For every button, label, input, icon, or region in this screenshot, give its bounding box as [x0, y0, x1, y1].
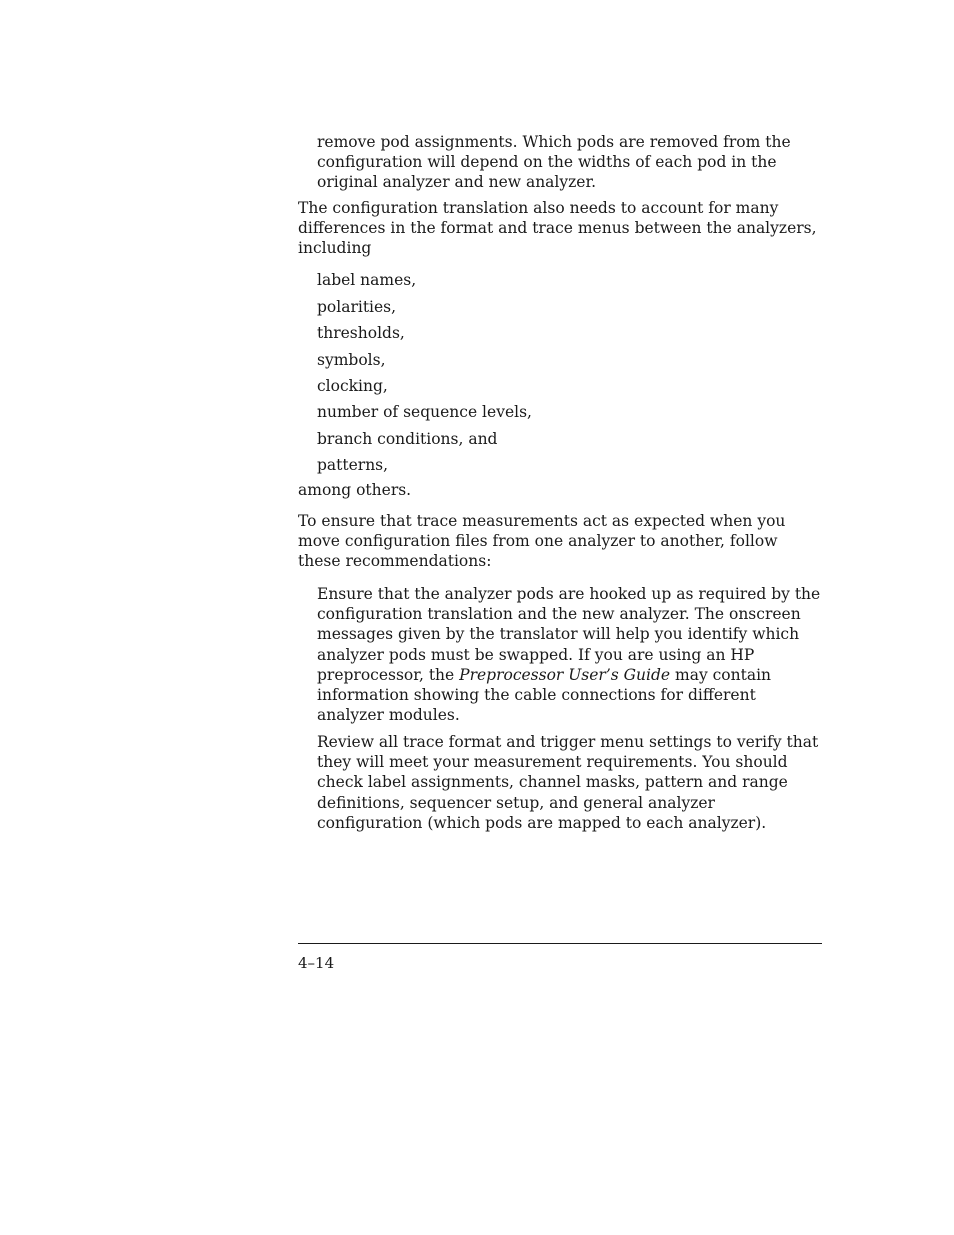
recommendation-pods-text: Ensure that the analyzer pods are hooked up as required by the configuration translation and the new analyzer. The onscreen messages given by the translator will help you identify which analyzer pods must be swapped. If you are using an HP preprocessor, the [317, 585, 821, 684]
intro-paragraph: The configuration translation also needs to account for many differences in the format and trace menus between the analyzers, including [298, 199, 817, 258]
preprocessor-guide-title: Preprocessor User’s Guide [459, 665, 671, 684]
list-item: label names, [317, 271, 417, 289]
recommendation-pods-text-end: may contain information showing the cable connections for different analyzer modules. [317, 665, 772, 725]
list-item: thresholds, [317, 324, 405, 342]
list-item: clocking, [317, 377, 388, 395]
recommendations-intro: To ensure that trace measurements act as expected when you move configuration files from one analyzer to another, follow these recommendations: [298, 512, 786, 571]
list-item: polarities, [317, 298, 397, 316]
list-item: number of sequence levels, [317, 403, 532, 421]
list-item: branch conditions, and [317, 430, 498, 448]
list-item: patterns, [317, 456, 389, 474]
recommendation-review: Review all trace format and trigger menu settings to verify that they will meet your measurement requirements. You should check label assignments, channel masks, pattern and range definitions, sequencer setup, and general analyzer configuration (which pods are mapped to each analyzer). [317, 733, 819, 832]
page-number: 4–14 [298, 954, 335, 972]
recommendation-pods [317, 584, 822, 725]
footer-rule [298, 943, 822, 944]
continued-paragraph: remove pod assignments. Which pods are removed from the configuration will depend on the widths of each pod in the original analyzer and new analyzer. [317, 133, 791, 192]
list-item: symbols, [317, 351, 386, 369]
among-others-text: among others. [298, 481, 412, 499]
